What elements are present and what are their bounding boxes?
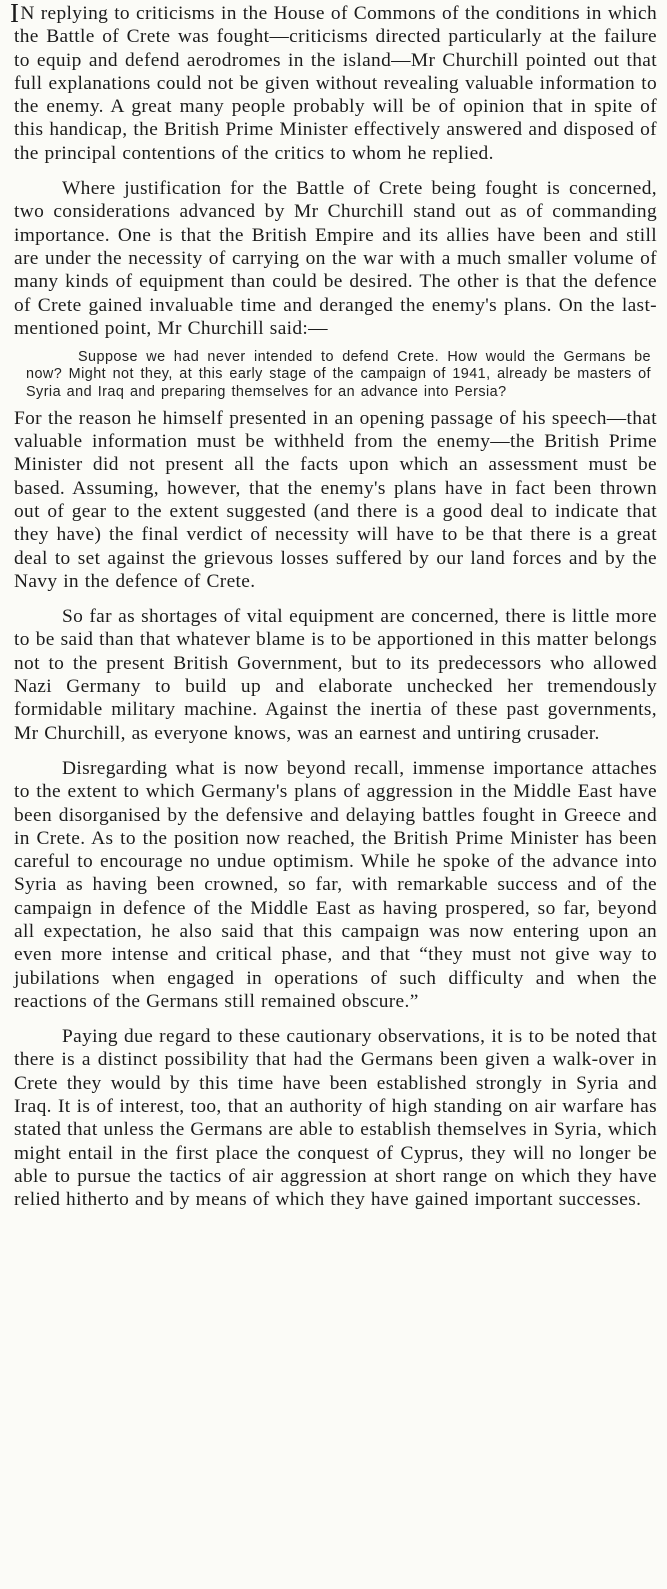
churchill-quote: Suppose we had never intended to defend Crete. How would the Germans be now? Might not they, at this early stage of the campaign of 1941, already be masters of Syria and Iraq and preparing themselves for an advance into Persia? — [26, 349, 651, 400]
body-paragraph-3: For the reason he himself presented in an opening passage of his speech—that valuable information must be withheld from the enemy—the British Prime Minister did not present all the facts upon which an assessment must be based. Assuming, however, that the enemy's plans have in fact been thrown out of gear to the extent suggested (and there is a good deal to indicate that they have) the final verdict of necessity will have to be that there is a great deal to set against the grievous losses suffered by our land forces and by the Navy in the defence of Crete. — [14, 407, 657, 592]
drop-cap-initial: I — [10, 0, 20, 28]
body-paragraph-2: Where justification for the Battle of Crete being fought is concerned, two considerations advanced by Mr Churchill stand out as of commanding importance. One is that the British Empire and its allies have been and still are under the necessity of carrying on the war with a much smaller volume of many kinds of equipment than could be desired. The other is that the defence of Crete gained invaluable time and deranged the enemy's plans. On the last-mentioned point, Mr Churchill said:— — [14, 178, 657, 339]
body-paragraph-6: Paying due regard to these cautionary observations, it is to be noted that there is a distinct possibility that had the Germans been given a walk-over in Crete they would by this time have been established strongly in Syria and Iraq. It is of interest, too, that an authority of high standing on air warfare has stated that unless the Germans are able to establish themselves in Syria, which might entail in the first place the conquest of Cyprus, they will no longer be able to pursue the tactics of air aggression at short range on which they have relied hitherto and by means of which they have gained important successes. — [14, 1026, 657, 1211]
intro-paragraph-text: N replying to criticisms in the House of Commons of the conditions in which the Battle of Crete was fought—criticisms directed particularly at the failure to equip and defend aerodromes in the island—Mr Churchill pointed out that full explanations could not be given without revealing valuable information to the enemy. A great many people probably will be of opinion that in spite of this handicap, the British Prime Minister effectively answered and disposed of the principal contentions of the critics to whom he replied. — [14, 3, 657, 164]
body-paragraph-5: Disregarding what is now beyond recall, immense importance attaches to the extent to which Germany's plans of aggression in the Middle East have been disorganised by the defensive and delaying battles fought in Greece and in Crete. As to the position now reached, the British Prime Minister has been careful to encourage no undue optimism. While he spoke of the advance into Syria as having been crowned, so far, with remarkable success and of the campaign in defence of the Middle East as having prospered, so far, beyond all expectation, he also said that this campaign was now entering upon an even more intense and critical phase, and that “they must not give way to jubilations when engaged in operations of such difficulty and when the reactions of the Germans still remained obscure.” — [14, 757, 657, 1012]
body-paragraph-4: So far as shortages of vital equipment are concerned, there is little more to be said than that whatever blame is to be apportioned in this matter belongs not to the present British Government, but to its predecessors who allowed Nazi Germany to build up and elaborate unchecked her tremendously formidable military machine. Against the inertia of these past governments, Mr Churchill, as everyone knows, was an earnest and untiring crusader. — [14, 606, 657, 744]
intro-paragraph — [10, 0, 657, 165]
